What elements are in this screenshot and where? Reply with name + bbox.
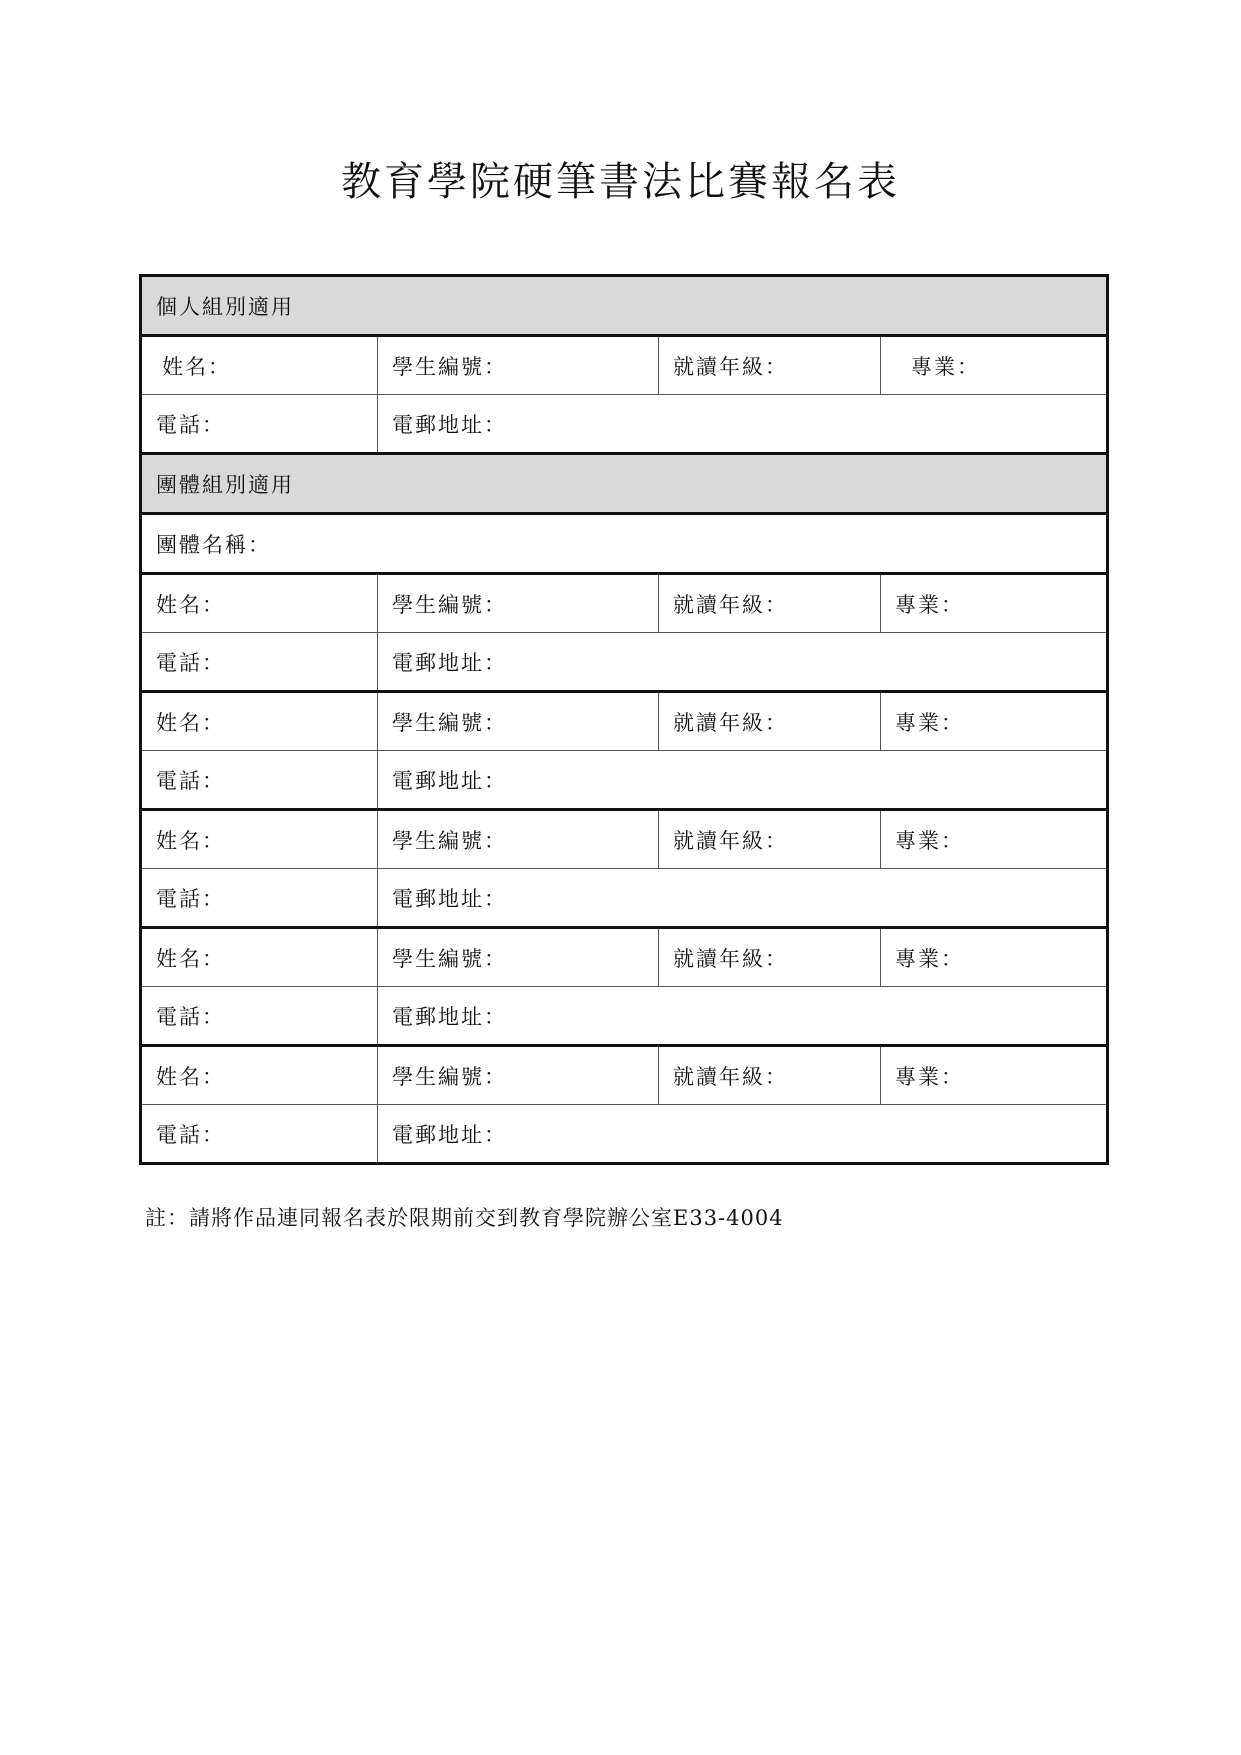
individual-info-row	[141, 336, 1108, 395]
group-name-field[interactable]: 團體名稱：	[141, 514, 1108, 574]
member-major-field[interactable]: 專業：	[881, 692, 1108, 751]
member-phone-field[interactable]: 電話：	[141, 1105, 378, 1164]
member-grade-field[interactable]: 就讀年級：	[659, 692, 881, 751]
member-grade-field[interactable]: 就讀年級：	[659, 574, 881, 633]
member-name-field[interactable]: 姓名：	[141, 574, 378, 633]
member-contact-row	[141, 987, 1108, 1046]
page-title: 教育學院硬筆書法比賽報名表	[341, 159, 900, 205]
member-major-field[interactable]: 專業：	[881, 810, 1108, 869]
member-info-row	[141, 928, 1108, 987]
member-grade-field[interactable]: 就讀年級：	[659, 810, 881, 869]
member-info-row	[141, 574, 1108, 633]
member-contact-row	[141, 633, 1108, 692]
member-phone-field[interactable]: 電話：	[141, 987, 378, 1046]
member-major-field[interactable]: 專業：	[881, 928, 1108, 987]
individual-student-id-field[interactable]: 學生編號：	[378, 336, 659, 395]
member-student-id-field[interactable]: 學生編號：	[378, 692, 659, 751]
individual-grade-field[interactable]: 就讀年級：	[659, 336, 881, 395]
member-email-field[interactable]: 電郵地址：	[378, 633, 1108, 692]
member-info-row	[141, 692, 1108, 751]
member-phone-field[interactable]: 電話：	[141, 869, 378, 928]
individual-major-field[interactable]: 專業：	[881, 336, 1108, 395]
member-grade-field[interactable]: 就讀年級：	[659, 928, 881, 987]
individual-section-header-row	[141, 276, 1108, 336]
member-name-field[interactable]: 姓名：	[141, 1046, 378, 1105]
footnote: 註：請將作品連同報名表於限期前交到教育學院辦公室E33-4004	[145, 1206, 784, 1230]
group-section-header-row	[141, 454, 1108, 514]
group-section-header: 團體組別適用	[141, 454, 1108, 514]
group-name-row	[141, 514, 1108, 574]
individual-contact-row	[141, 395, 1108, 454]
member-student-id-field[interactable]: 學生編號：	[378, 1046, 659, 1105]
member-contact-row	[141, 869, 1108, 928]
individual-name-field[interactable]: 姓名：	[141, 336, 378, 395]
member-major-field[interactable]: 專業：	[881, 1046, 1108, 1105]
member-contact-row	[141, 1105, 1108, 1164]
individual-section-header: 個人組別適用	[141, 276, 1108, 336]
member-phone-field[interactable]: 電話：	[141, 633, 378, 692]
member-name-field[interactable]: 姓名：	[141, 928, 378, 987]
member-email-field[interactable]: 電郵地址：	[378, 869, 1108, 928]
member-grade-field[interactable]: 就讀年級：	[659, 1046, 881, 1105]
member-email-field[interactable]: 電郵地址：	[378, 751, 1108, 810]
individual-email-field[interactable]: 電郵地址：	[378, 395, 1108, 454]
member-info-row	[141, 810, 1108, 869]
member-contact-row	[141, 751, 1108, 810]
member-name-field[interactable]: 姓名：	[141, 810, 378, 869]
member-email-field[interactable]: 電郵地址：	[378, 1105, 1108, 1164]
member-email-field[interactable]: 電郵地址：	[378, 987, 1108, 1046]
member-name-field[interactable]: 姓名：	[141, 692, 378, 751]
member-phone-field[interactable]: 電話：	[141, 751, 378, 810]
member-student-id-field[interactable]: 學生編號：	[378, 810, 659, 869]
registration-form-table	[139, 274, 1109, 1165]
individual-phone-field[interactable]: 電話：	[141, 395, 378, 454]
member-info-row	[141, 1046, 1108, 1105]
member-student-id-field[interactable]: 學生編號：	[378, 574, 659, 633]
member-major-field[interactable]: 專業：	[881, 574, 1108, 633]
member-student-id-field[interactable]: 學生編號：	[378, 928, 659, 987]
